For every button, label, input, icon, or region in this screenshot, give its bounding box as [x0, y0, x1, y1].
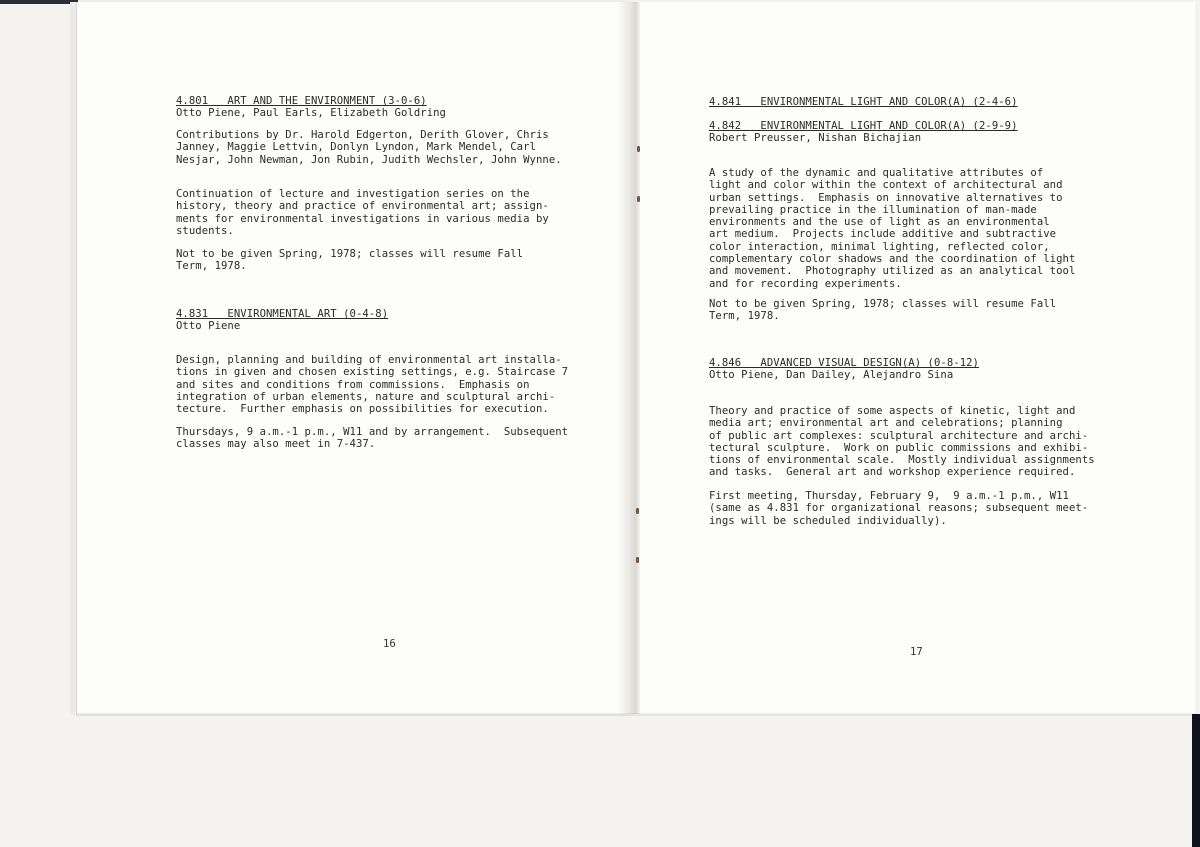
text-line: light and color within the context of architectural and — [709, 179, 1063, 192]
text-line: Not to be given Spring, 1978; classes will resume Fall — [709, 298, 1057, 310]
course-description-4801 — [176, 188, 549, 237]
course-contributors-4801 — [176, 129, 562, 166]
course-staff-4846: Otto Piene, Dan Dailey, Alejandro Sina — [709, 369, 954, 381]
course-heading-4842: 4.842 ENVIRONMENTAL LIGHT AND COLOR(A) (2-9-9) — [709, 120, 1018, 132]
text-line: Thursdays, 9 a.m.-1 p.m., W11 and by arrangement. Subsequent — [176, 426, 569, 438]
text-line: First meeting, Thursday, February 9, 9 a.m.-1 p.m., W11 — [709, 490, 1069, 502]
text-line: ings will be scheduled individually). — [709, 514, 947, 527]
text-line: Contributions by Dr. Harold Edgerton, Derith Glover, Chris — [176, 129, 549, 141]
text-line: Nesjar, John Newman, Jon Rubin, Judith Wechsler, John Wynne. — [176, 153, 562, 166]
page-number-right: 17 — [910, 646, 923, 658]
course-description-4842 — [709, 167, 1075, 290]
text-line: history, theory and practice of environmental art; assign- — [176, 200, 549, 213]
text-line: and for recording experiments. — [709, 277, 902, 290]
text-line: urban settings. Emphasis on innovative alternatives to — [709, 191, 1063, 204]
page-shadow — [76, 713, 1196, 716]
text-line: and tasks. General art and workshop experience required. — [709, 466, 1076, 479]
text-line: media art; environmental art and celebrations; planning — [709, 417, 1063, 430]
text-line: Janney, Maggie Lettvin, Donlyn Lyndon, Mark Mendel, Carl — [176, 141, 536, 154]
binding-mark — [636, 557, 639, 563]
course-heading-4841: 4.841 ENVIRONMENTAL LIGHT AND COLOR(A) (2-4-6) — [709, 96, 1018, 108]
course-schedule-4846 — [709, 490, 1088, 527]
text-line: art medium. Projects include additive and subtractive — [709, 228, 1057, 241]
text-line: and sites and conditions from commissions. Emphasis on — [176, 378, 530, 391]
binding-mark — [636, 508, 639, 514]
text-line: Term, 1978. — [176, 260, 247, 273]
page-number-left: 16 — [383, 638, 396, 650]
course-schedule-4831 — [176, 426, 568, 451]
text-line: tions of environmental scale. Mostly individual assignments — [709, 454, 1095, 467]
course-staff-4842: Robert Preusser, Nishan Bichajian — [709, 132, 922, 144]
text-line: tecture. Further emphasis on possibilities for execution. — [176, 403, 549, 416]
text-line: (same as 4.831 for organizational reasons; subsequent meet- — [709, 502, 1089, 515]
text-line: Term, 1978. — [709, 310, 780, 323]
text-line: color interaction, minimal lighting, reflected color, — [709, 240, 1050, 253]
binding-mark — [637, 196, 640, 202]
text-line: Theory and practice of some aspects of kinetic, light and — [709, 405, 1076, 417]
text-line: tectural sculpture. Work on public commissions and exhibi- — [709, 441, 1089, 454]
text-line: A study of the dynamic and qualitative attributes of — [709, 167, 1044, 179]
text-line: complementary color shadows and the coordination of light — [709, 253, 1076, 266]
course-description-4846 — [709, 405, 1095, 479]
course-note-4801 — [176, 248, 523, 273]
text-line: integration of urban elements, nature and sculptural archi- — [176, 390, 556, 403]
course-staff-4831: Otto Piene — [176, 320, 241, 332]
text-line: ments for environmental investigations in various media by — [176, 212, 549, 225]
text-line: tions in given and chosen existing settings, e.g. Staircase 7 — [176, 366, 569, 379]
book-cover-edge — [1192, 714, 1200, 847]
text-line: and movement. Photography utilized as an analytical tool — [709, 265, 1076, 278]
text-line: students. — [176, 224, 234, 237]
course-note-4842 — [709, 298, 1056, 323]
text-line: Continuation of lecture and investigation series on the — [176, 188, 530, 200]
text-line: environments and the use of light as an environmental — [709, 216, 1050, 229]
text-line: Not to be given Spring, 1978; classes will resume Fall — [176, 248, 524, 260]
course-heading-4846: 4.846 ADVANCED VISUAL DESIGN(A) (0-8-12) — [709, 357, 979, 369]
text-line: of public art complexes: sculptural architecture and archi- — [709, 429, 1089, 442]
course-heading-4831: 4.831 ENVIRONMENTAL ART (0-4-8) — [176, 308, 389, 320]
course-description-4831 — [176, 354, 568, 415]
course-heading-4801: 4.801 ART AND THE ENVIRONMENT (3-0-6) — [176, 95, 427, 107]
course-staff-4801: Otto Piene, Paul Earls, Elizabeth Goldring — [176, 107, 446, 119]
text-line: prevailing practice in the illumination of man-made — [709, 203, 1037, 216]
text-line: classes may also meet in 7-437. — [176, 438, 376, 451]
book-gutter — [618, 2, 640, 714]
binding-mark — [637, 146, 640, 152]
text-line: Design, planning and building of environmental art installa- — [176, 354, 562, 366]
scan-edge — [0, 0, 78, 4]
